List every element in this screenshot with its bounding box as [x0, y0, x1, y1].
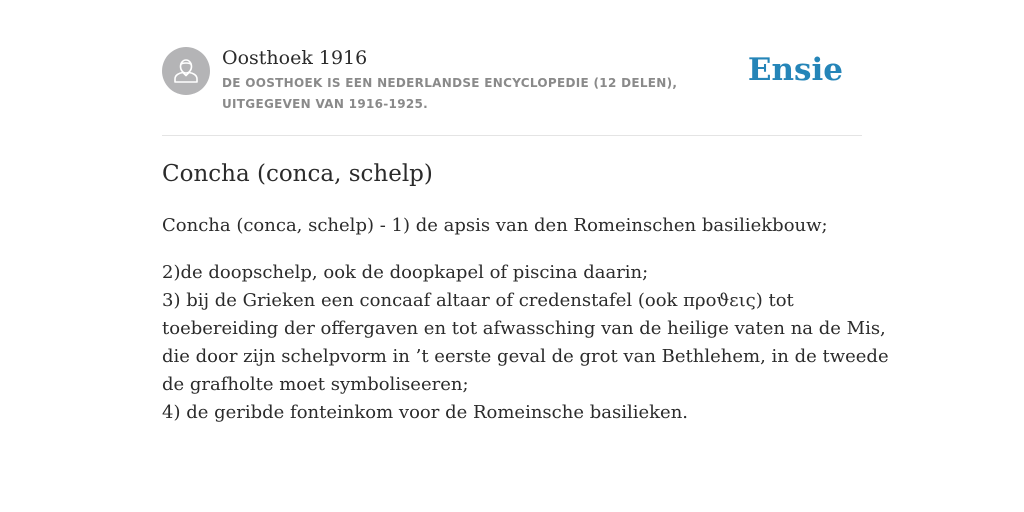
source-title[interactable]: Oosthoek 1916 [222, 47, 368, 69]
entry-line: de grafholte moet symboliseeren; [162, 374, 469, 395]
source-description: DE OOSTHOEK IS EEN NEDERLANDSE ENCYCLOPEDIE (12 DELEN), UITGEGEVEN VAN 1916-1925. [222, 76, 678, 111]
header-divider [162, 135, 862, 136]
entry-paragraph [162, 259, 889, 427]
user-avatar-icon [162, 47, 210, 95]
entry-body [162, 212, 889, 446]
entry-title: Concha (conca, schelp) [162, 161, 433, 187]
source-header [162, 44, 862, 114]
entry-line: die door zijn schelpvorm in ’t eerste geval de grot van Bethlehem, in de tweede [162, 346, 889, 367]
entry-line: 4) de geribde fonteinkom voor de Romeinsche basilieken. [162, 402, 689, 423]
entry-line: 2)de doopschelp, ook de doopkapel of piscina daarin; [162, 262, 649, 283]
ensie-logo[interactable]: Ensie [747, 52, 843, 88]
entry-paragraph: Concha (conca, schelp) - 1) de apsis van den Romeinschen basiliekbouw; [162, 215, 828, 236]
entry-line: toebereiding der offergaven en tot afwassching van de heilige vaten na de Mis, [162, 318, 886, 339]
entry-line: 3) bij de Grieken een concaaf altaar of credenstafel (ook προϑεις) tot [162, 290, 794, 311]
